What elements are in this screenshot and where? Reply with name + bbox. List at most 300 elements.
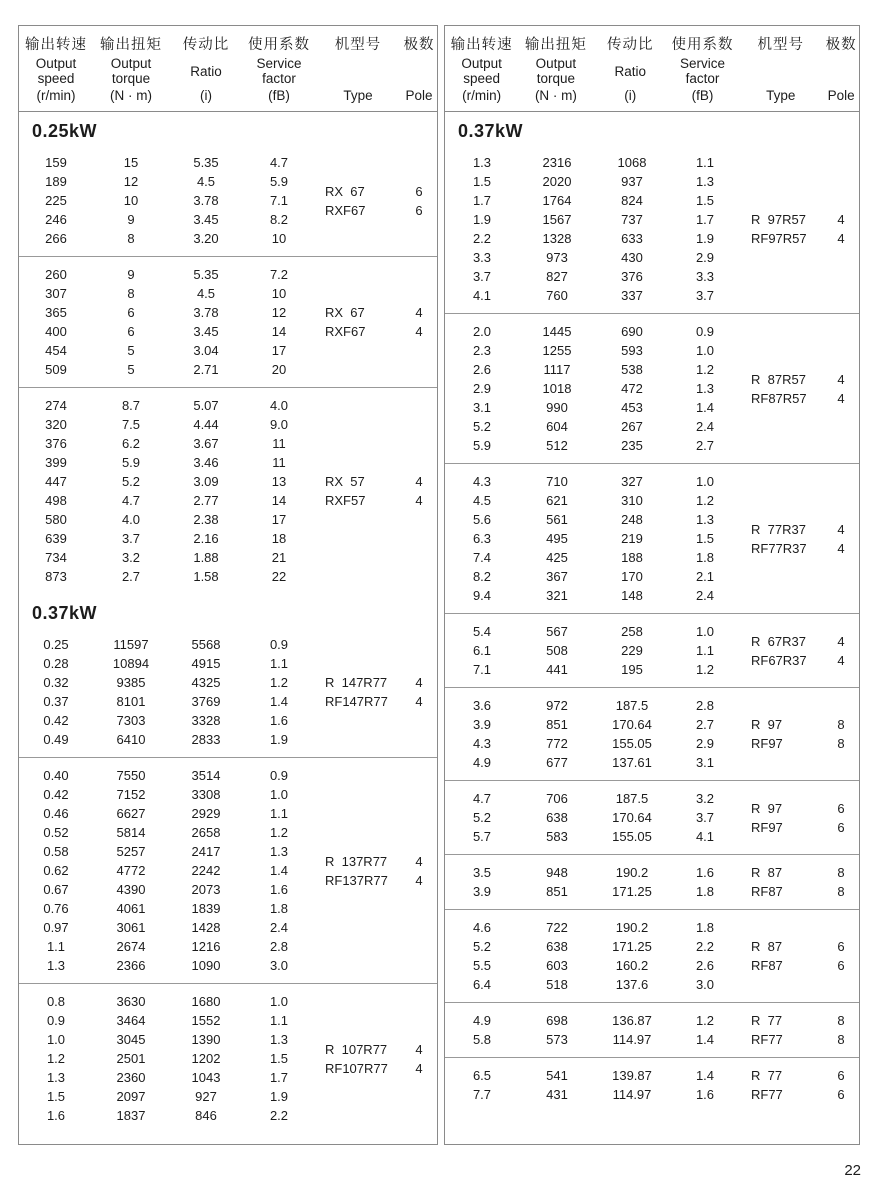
spec-cell: 472 — [621, 381, 643, 396]
spec-cell: 5.4 — [472, 624, 492, 639]
spec-cell: 1.9 — [269, 1089, 289, 1104]
pole-value: 4 — [415, 474, 423, 489]
type-line — [741, 956, 859, 975]
spec-cell: 3308 — [191, 787, 221, 802]
spec-cell: 1.3 — [695, 381, 715, 396]
spec-cell: 927 — [195, 1089, 217, 1104]
header-label-zh: 输出扭矩 — [100, 37, 162, 53]
spec-cell: 0.67 — [43, 882, 69, 897]
header-unit: (r/min) — [36, 88, 76, 103]
spec-cell: 0.49 — [43, 732, 69, 747]
spec-cell: 5.35 — [193, 267, 219, 282]
type-label: RF77 — [751, 1087, 783, 1102]
type-block — [315, 265, 437, 379]
spec-cell: 824 — [621, 193, 643, 208]
spec-cell: 8 — [127, 231, 135, 246]
pole-value: 8 — [837, 1013, 845, 1028]
type-line — [741, 1066, 859, 1085]
spec-cell: 8.2 — [269, 212, 289, 227]
header-label-zh: 极数 — [825, 37, 857, 53]
type-block — [741, 472, 859, 605]
pole-value: 4 — [415, 872, 423, 888]
header-unit: (r/min) — [462, 88, 502, 103]
spec-cell: 4772 — [116, 863, 146, 878]
spec-cell: 7.5 — [121, 417, 141, 432]
pole-value: 6 — [837, 819, 845, 835]
spec-cell: 772 — [546, 736, 568, 751]
spec-cell: 5814 — [116, 825, 146, 840]
spec-cell: 3.20 — [193, 231, 219, 246]
spec-group — [19, 983, 437, 1133]
header-unit: Pole — [405, 88, 433, 103]
spec-cell: 851 — [546, 717, 568, 732]
spec-group — [445, 1002, 859, 1057]
type-label: R 67R37 — [751, 633, 806, 649]
spec-cell: 722 — [546, 920, 568, 935]
spec-cell: 14 — [271, 493, 287, 508]
spec-cell: 274 — [45, 398, 67, 413]
spec-cell: 948 — [546, 865, 568, 880]
type-label: RXF57 — [325, 493, 366, 508]
spec-cell: 17 — [271, 512, 287, 527]
spec-cell: 1.3 — [46, 958, 66, 973]
spec-group — [445, 313, 859, 463]
spec-cell: 1.1 — [269, 1013, 289, 1028]
spec-cell: 1.0 — [269, 994, 289, 1009]
type-label: R 77R37 — [751, 521, 806, 537]
spec-cell: 5.35 — [193, 155, 219, 170]
spec-cell: 1.4 — [695, 1068, 715, 1083]
pole-value: 8 — [837, 736, 845, 751]
spec-cell: 1.2 — [695, 662, 715, 677]
spec-cell: 2.7 — [695, 438, 715, 453]
type-block — [315, 766, 437, 975]
type-label: RXF67 — [325, 202, 366, 218]
header-cell — [93, 33, 169, 103]
spec-cell: 1090 — [191, 958, 221, 973]
spec-group — [19, 387, 437, 594]
spec-cell: 3.46 — [193, 455, 219, 470]
spec-cell: 1.6 — [695, 1087, 715, 1102]
spec-cell: 1.4 — [695, 400, 715, 415]
pole-value: 8 — [837, 1032, 845, 1047]
spec-cell: 4.3 — [472, 474, 492, 489]
header-unit: (i) — [624, 88, 637, 103]
header-unit: Type — [343, 88, 373, 103]
spec-cell: 170 — [621, 569, 643, 584]
spec-cell: 3045 — [116, 1032, 146, 1047]
header-unit: (fB) — [691, 88, 714, 103]
spec-cell: 3.7 — [695, 288, 715, 303]
spec-cell: 1.2 — [695, 1013, 715, 1028]
spec-group — [445, 145, 859, 313]
section-title: 0.37kW — [458, 121, 524, 141]
spec-cell: 0.9 — [269, 637, 289, 652]
type-label: RF87R57 — [751, 390, 807, 406]
spec-cell: 2073 — [191, 882, 221, 897]
type-label: R 137R77 — [325, 853, 388, 869]
type-label: RX 67 — [325, 183, 365, 199]
spec-cell: 2360 — [116, 1070, 146, 1085]
header-label-zh: 机型号 — [757, 37, 804, 53]
spec-cell: 3.67 — [193, 436, 219, 451]
header-unit: (i) — [200, 88, 212, 103]
spec-rows — [445, 1011, 741, 1049]
spec-cell: 509 — [45, 362, 67, 377]
pole-value: 4 — [837, 371, 845, 387]
type-label: RF137R77 — [325, 872, 388, 888]
spec-cell: 973 — [546, 250, 568, 265]
spec-cell: 567 — [546, 624, 568, 639]
table-header — [445, 26, 859, 112]
spec-cell: 1.1 — [695, 643, 715, 658]
spec-cell: 512 — [546, 438, 568, 453]
spec-cell: 846 — [195, 1108, 217, 1123]
spec-cell: 159 — [45, 155, 67, 170]
type-label: RX 67 — [325, 305, 365, 320]
spec-cell: 190.2 — [615, 865, 649, 880]
spec-cell: 7303 — [116, 713, 146, 728]
spec-cell: 827 — [546, 269, 568, 284]
spec-cell: 538 — [621, 362, 643, 377]
spec-cell: 8101 — [116, 694, 146, 709]
spec-cell: 621 — [546, 493, 568, 508]
spec-cell: 1.0 — [695, 474, 715, 489]
type-line — [315, 1040, 437, 1059]
spec-cell: 3.0 — [695, 977, 715, 992]
spec-cell: 1328 — [542, 231, 572, 246]
spec-cell: 1.0 — [695, 624, 715, 639]
type-label: R 107R77 — [325, 1041, 388, 1057]
spec-cell: 7.4 — [472, 550, 492, 565]
spec-cell: 5.9 — [121, 455, 141, 470]
spec-cell: 137.61 — [612, 755, 652, 770]
spec-cell: 3.0 — [269, 958, 289, 973]
spec-cell: 4.7 — [269, 155, 289, 170]
spec-cell: 1.3 — [472, 155, 492, 170]
spec-cell: 1.58 — [193, 569, 219, 584]
pole-value: 4 — [415, 1060, 423, 1076]
spec-cell: 399 — [45, 455, 67, 470]
type-label: RX 57 — [325, 474, 365, 489]
spec-cell: 1.3 — [269, 844, 289, 859]
spec-cell: 9 — [127, 267, 135, 282]
spec-cell: 225 — [45, 193, 67, 208]
spec-cell: 235 — [621, 438, 643, 453]
header-unit: (N · m) — [110, 88, 152, 103]
spec-group — [19, 627, 437, 757]
type-line — [741, 863, 859, 882]
spec-rows — [19, 635, 315, 749]
spec-cell: 2.2 — [472, 231, 492, 246]
spec-cell: 972 — [546, 698, 568, 713]
spec-cell: 365 — [45, 305, 67, 320]
spec-cell: 4.7 — [121, 493, 141, 508]
spec-cell: 1839 — [191, 901, 221, 916]
spec-cell: 2929 — [191, 806, 221, 821]
spec-cell: 3.45 — [193, 212, 219, 227]
header-label-zh: 传动比 — [182, 37, 230, 53]
header-cell — [823, 33, 859, 103]
spec-cell: 2501 — [116, 1051, 146, 1066]
spec-cell: 1.6 — [269, 882, 289, 897]
type-block — [315, 396, 437, 586]
spec-cell: 873 — [45, 569, 67, 584]
pole-value: 4 — [415, 305, 423, 320]
spec-cell: 0.9 — [695, 324, 715, 339]
spec-cell: 2.38 — [193, 512, 219, 527]
spec-cell: 1.8 — [695, 550, 715, 565]
type-line — [741, 818, 859, 837]
type-block — [315, 992, 437, 1125]
spec-cell: 580 — [45, 512, 67, 527]
spec-cell: 0.40 — [43, 768, 69, 783]
spec-cell: 4.0 — [269, 398, 289, 413]
spec-cell: 677 — [546, 755, 568, 770]
spec-cell: 2.4 — [695, 588, 715, 603]
spec-cell: 561 — [546, 512, 568, 527]
header-label-zh: 机型号 — [334, 37, 382, 53]
spec-cell: 937 — [621, 174, 643, 189]
spec-cell: 1.0 — [695, 343, 715, 358]
spec-cell: 7.7 — [472, 1087, 492, 1102]
spec-rows — [445, 918, 741, 994]
spec-cell: 4.5 — [196, 174, 216, 189]
spec-cell: 190.2 — [615, 920, 649, 935]
spec-cell: 604 — [546, 419, 568, 434]
pole-value: 6 — [837, 1068, 845, 1083]
spec-cell: 3.7 — [695, 810, 715, 825]
spec-cell: 5.2 — [121, 474, 141, 489]
spec-cell: 1.3 — [46, 1070, 66, 1085]
spec-cell: 4915 — [191, 656, 221, 671]
spec-table-right — [444, 25, 860, 1145]
spec-rows — [445, 1066, 741, 1104]
spec-cell: 518 — [546, 977, 568, 992]
spec-cell: 10 — [271, 231, 287, 246]
spec-cell: 1.4 — [269, 694, 289, 709]
spec-cell: 0.76 — [43, 901, 69, 916]
type-line — [315, 673, 437, 692]
header-unit: (fB) — [268, 88, 290, 103]
spec-cell: 321 — [546, 588, 568, 603]
type-label: RF97R57 — [751, 231, 807, 246]
spec-cell: 9.4 — [472, 588, 492, 603]
spec-cell: 10894 — [112, 656, 150, 671]
spec-cell: 4.7 — [472, 791, 492, 806]
header-label-zh: 传动比 — [606, 37, 654, 53]
spec-cell: 5.9 — [472, 438, 492, 453]
spec-cell: 6.5 — [472, 1068, 492, 1083]
spec-cell: 2.16 — [193, 531, 219, 546]
spec-cell: 260 — [45, 267, 67, 282]
spec-cell: 2.2 — [695, 939, 715, 954]
header-label-zh: 输出转速 — [450, 37, 513, 53]
spec-cell: 1.8 — [695, 884, 715, 899]
spec-cell: 11597 — [113, 637, 149, 652]
spec-group — [445, 463, 859, 613]
header-cell — [243, 33, 315, 103]
spec-cell: 5.8 — [472, 1032, 492, 1047]
spec-cell: 1.2 — [695, 493, 715, 508]
spec-cell: 1837 — [116, 1108, 146, 1123]
spec-cell: 4.1 — [695, 829, 715, 844]
spec-rows — [445, 472, 741, 605]
spec-cell: 20 — [271, 362, 287, 377]
spec-cell: 1068 — [617, 155, 647, 170]
spec-cell: 2658 — [191, 825, 221, 840]
spec-cell: 188 — [621, 550, 643, 565]
section-title: 0.37kW — [32, 603, 98, 623]
spec-cell: 603 — [546, 958, 568, 973]
spec-cell: 2242 — [191, 863, 221, 878]
spec-cell: 5.7 — [472, 829, 492, 844]
type-line — [741, 1085, 859, 1104]
type-line — [741, 937, 859, 956]
spec-cell: 3.78 — [193, 193, 219, 208]
spec-cell: 0.9 — [269, 768, 289, 783]
header-label-zh: 使用系数 — [671, 37, 734, 53]
spec-cell: 430 — [621, 250, 643, 265]
spec-cell: 1445 — [542, 324, 572, 339]
spec-cell: 327 — [621, 474, 643, 489]
spec-group — [19, 757, 437, 983]
pole-value: 8 — [837, 884, 845, 899]
spec-cell: 12 — [123, 174, 139, 189]
spec-cell: 573 — [546, 1032, 568, 1047]
type-label: RF147R77 — [325, 694, 388, 709]
spec-cell: 170.64 — [612, 810, 652, 825]
header-label-en: Service factor — [680, 56, 726, 86]
header-cell — [738, 33, 823, 103]
spec-rows — [19, 992, 315, 1125]
spec-cell: 0.62 — [43, 863, 69, 878]
spec-cell: 1.6 — [695, 865, 715, 880]
spec-cell: 2.8 — [269, 939, 289, 954]
spec-cell: 376 — [45, 436, 67, 451]
pole-value: 4 — [415, 1041, 423, 1057]
spec-cell: 583 — [546, 829, 568, 844]
type-line — [315, 303, 437, 322]
spec-cell: 219 — [621, 531, 643, 546]
spec-cell: 9 — [127, 212, 135, 227]
spec-cell: 3.3 — [472, 250, 492, 265]
spec-cell: 2.8 — [695, 698, 715, 713]
type-line — [315, 1059, 437, 1078]
header-unit: Pole — [827, 88, 855, 103]
type-line — [315, 491, 437, 510]
spec-cell: 3061 — [116, 920, 146, 935]
spec-rows — [19, 153, 315, 248]
spec-cell: 4.5 — [472, 493, 492, 508]
pole-value: 4 — [415, 324, 423, 339]
spec-cell: 633 — [621, 231, 643, 246]
spec-cell: 155.05 — [612, 829, 652, 844]
spec-cell: 1.1 — [269, 806, 289, 821]
spec-cell: 0.97 — [43, 920, 69, 935]
type-line — [741, 520, 859, 539]
spec-cell: 3.7 — [472, 269, 492, 284]
spec-cell: 1202 — [191, 1051, 221, 1066]
spec-cell: 3464 — [116, 1013, 146, 1028]
spec-cell: 1.7 — [269, 1070, 289, 1085]
spec-cell: 171.25 — [612, 939, 652, 954]
spec-cell: 1567 — [542, 212, 572, 227]
type-line — [741, 799, 859, 818]
spec-cell: 6410 — [116, 732, 146, 747]
spec-cell: 0.25 — [43, 637, 69, 652]
spec-cell: 1018 — [542, 381, 572, 396]
spec-cell: 698 — [546, 1013, 568, 1028]
spec-rows — [19, 766, 315, 975]
spec-cell: 1.8 — [269, 901, 289, 916]
header-unit: (N · m) — [534, 88, 577, 103]
spec-cell: 1.6 — [46, 1108, 66, 1123]
spec-cell: 7550 — [116, 768, 146, 783]
pole-value: 4 — [415, 493, 423, 508]
spec-cell: 15 — [123, 155, 139, 170]
type-line — [315, 871, 437, 890]
type-line — [741, 882, 859, 901]
spec-cell: 3.45 — [193, 324, 219, 339]
spec-cell: 1255 — [542, 343, 572, 358]
spec-cell: 400 — [45, 324, 67, 339]
spec-cell: 1.3 — [695, 174, 715, 189]
pole-value: 6 — [415, 202, 423, 218]
header-label-en: Output speed — [35, 56, 77, 86]
pole-value: 6 — [837, 958, 845, 973]
spec-cell: 2.2 — [269, 1108, 289, 1123]
type-line — [315, 182, 437, 201]
spec-cell: 760 — [546, 288, 568, 303]
spec-cell: 7.2 — [269, 267, 289, 282]
spec-table-left — [18, 25, 438, 1145]
spec-cell: 10 — [123, 193, 139, 208]
header-cell — [315, 33, 401, 103]
spec-cell: 136.87 — [612, 1013, 652, 1028]
spec-cell: 17 — [271, 343, 287, 358]
type-label: RF67R37 — [751, 652, 807, 668]
header-cell — [401, 33, 437, 103]
spec-cell: 1.3 — [269, 1032, 289, 1047]
spec-cell: 248 — [621, 512, 643, 527]
spec-rows — [445, 153, 741, 305]
spec-cell: 3.78 — [193, 305, 219, 320]
spec-cell: 8 — [127, 286, 135, 301]
spec-cell: 246 — [45, 212, 67, 227]
type-block — [741, 1011, 859, 1049]
type-label: RF107R77 — [325, 1060, 388, 1076]
spec-cell: 1.5 — [695, 193, 715, 208]
header-label-en: Output torque — [535, 56, 577, 86]
spec-cell: 4.44 — [193, 417, 219, 432]
pole-value: 4 — [837, 652, 845, 668]
spec-cell: 9385 — [116, 675, 146, 690]
spec-cell: 2674 — [116, 939, 146, 954]
spec-cell: 638 — [546, 939, 568, 954]
spec-cell: 6 — [127, 324, 135, 339]
pole-value: 6 — [415, 183, 423, 199]
spec-rows — [19, 265, 315, 379]
type-block — [741, 153, 859, 305]
spec-cell: 5257 — [116, 844, 146, 859]
spec-group — [445, 1057, 859, 1112]
header-unit: Type — [766, 88, 796, 103]
pole-value: 4 — [837, 212, 845, 227]
type-block — [741, 1066, 859, 1104]
spec-cell: 2.9 — [472, 381, 492, 396]
spec-cell: 5.2 — [472, 810, 492, 825]
